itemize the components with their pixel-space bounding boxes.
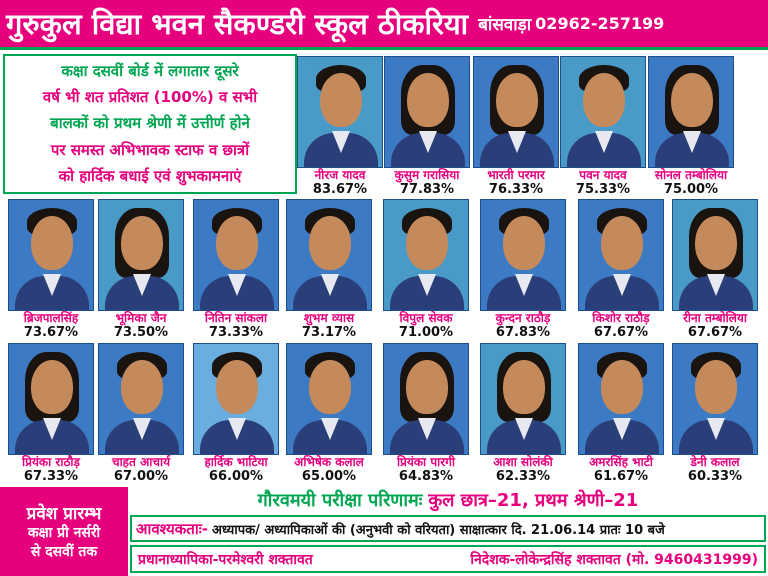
student-photo — [193, 199, 279, 311]
student-name: अमरसिंह भाटी — [589, 455, 653, 469]
student-photo — [480, 199, 566, 311]
admission-line: से दसवीं तक — [30, 544, 98, 560]
student-percent: 65.00% — [301, 469, 357, 484]
student-percent: 67.33% — [23, 469, 79, 484]
student-card — [672, 343, 758, 485]
student-photo — [578, 199, 664, 311]
congratulation-message — [3, 54, 297, 194]
student-photo — [286, 343, 372, 455]
student-card — [383, 199, 469, 341]
student-name: डेनी कलाल — [690, 455, 740, 469]
message-line: को हार्दिक बधाई एवं शुभकामनाएं — [58, 167, 242, 186]
student-photo — [383, 343, 469, 455]
student-name: ब्रिजपालसिंह — [23, 311, 79, 325]
message-line: वर्ष भी शत प्रतिशत (100%) व सभी — [42, 87, 258, 106]
student-percent: 67.83% — [495, 325, 551, 340]
student-card — [578, 343, 664, 485]
student-card — [672, 199, 758, 341]
student-photo — [383, 199, 469, 311]
student-card — [578, 199, 664, 341]
director-name: निदेशक-लोकेन्द्रसिंह शक्तावत (मो. 9460431999) — [470, 551, 758, 568]
student-photo — [98, 199, 184, 311]
student-card — [286, 199, 372, 341]
principal-name: प्रधानाध्यापिका-परमेश्वरी शक्तावत — [138, 551, 313, 568]
student-photo — [98, 343, 184, 455]
student-percent: 75.00% — [663, 182, 719, 197]
student-card — [8, 199, 94, 341]
student-card — [98, 199, 184, 341]
student-photo — [8, 343, 94, 455]
student-percent: 60.33% — [687, 469, 743, 484]
student-name: शुभम व्यास — [303, 311, 355, 325]
student-card — [648, 56, 734, 198]
student-card — [98, 343, 184, 485]
result-label: गौरवमयी परीक्षा परिणामः — [257, 490, 423, 511]
student-photo — [672, 343, 758, 455]
student-name: विपुल सेवक — [399, 311, 453, 325]
result-value: कुल छात्र–21, प्रथम श्रेणी–21 — [428, 490, 639, 511]
student-card — [480, 199, 566, 341]
student-name: प्रियंका राठौड़ — [22, 455, 80, 469]
student-percent: 61.67% — [593, 469, 649, 484]
student-photo — [480, 343, 566, 455]
school-phone: 02962-257199 — [535, 14, 665, 33]
message-line: पर समस्त अभिभावक स्टाफ व छात्रों — [50, 140, 250, 159]
student-photo — [672, 199, 758, 311]
student-name: कुन्दन राठौड़ — [495, 311, 551, 325]
student-percent: 73.50% — [113, 325, 169, 340]
student-name: प्रियंका पारगी — [396, 455, 456, 469]
admission-box — [0, 487, 128, 576]
vacancy-text: अध्यापक/ अध्यापिकाओं की (अनुभवी को वरियता) साक्षात्कार दि. 21.06.14 प्रातः 10 बजे — [211, 522, 665, 538]
header-banner — [0, 0, 768, 50]
student-percent: 73.33% — [208, 325, 264, 340]
student-percent: 77.83% — [399, 182, 455, 197]
student-photo — [384, 56, 470, 168]
student-photo — [578, 343, 664, 455]
student-name: आशा सोलंकी — [493, 455, 553, 469]
message-line: कक्षा दसवीं बोर्ड में लगातार दूसरे — [61, 61, 239, 80]
student-card — [560, 56, 646, 198]
school-name: गुरुकुल विद्या भवन सैकण्डरी स्कूल ठीकरिया — [6, 7, 469, 41]
student-photo — [8, 199, 94, 311]
student-percent: 67.67% — [687, 325, 743, 340]
student-photo — [648, 56, 734, 168]
student-card — [384, 56, 470, 198]
student-name: किशोर राठौड़ — [592, 311, 650, 325]
student-photo — [297, 56, 383, 168]
student-name: चाहत आचार्य — [111, 455, 171, 469]
vacancy-notice — [130, 515, 766, 542]
student-percent: 76.33% — [488, 182, 544, 197]
student-name: कुसुम गरासिया — [394, 168, 460, 182]
student-card — [480, 343, 566, 485]
student-percent: 73.17% — [301, 325, 357, 340]
message-line: बालकों को प्रथम श्रेणी में उत्तीर्ण होने — [50, 114, 250, 133]
student-percent: 75.33% — [575, 182, 631, 197]
vacancy-label: आवश्यकताः- — [136, 519, 208, 538]
student-name: हार्दिक भाटिया — [204, 455, 268, 469]
student-percent: 67.00% — [113, 469, 169, 484]
school-location: बांसवाड़ा — [478, 15, 532, 35]
student-percent: 62.33% — [495, 469, 551, 484]
student-percent: 71.00% — [398, 325, 454, 340]
student-card — [193, 343, 279, 485]
student-card — [297, 56, 383, 198]
footer-credits — [130, 545, 766, 573]
admission-line: कक्षा प्री नर्सरी — [27, 525, 101, 541]
student-photo — [193, 343, 279, 455]
admission-title: प्रवेश प्रारम्भ — [26, 504, 102, 524]
student-card — [193, 199, 279, 341]
student-name: नितिन सांकला — [204, 311, 268, 325]
student-name: सोनल तम्बोलिया — [654, 168, 728, 182]
student-name: भूमिका जैन — [115, 311, 167, 325]
student-photo — [286, 199, 372, 311]
student-percent: 73.67% — [23, 325, 79, 340]
student-percent: 66.00% — [208, 469, 264, 484]
student-card — [383, 343, 469, 485]
student-name: अभिषेक कलाल — [294, 455, 364, 469]
student-percent: 64.83% — [398, 469, 454, 484]
student-photo — [473, 56, 559, 168]
result-summary — [132, 488, 764, 512]
student-percent: 67.67% — [593, 325, 649, 340]
student-card — [286, 343, 372, 485]
student-name: पवन यादव — [579, 168, 627, 182]
student-card — [473, 56, 559, 198]
student-percent: 83.67% — [312, 182, 368, 197]
student-card — [8, 343, 94, 485]
student-name: नीरज यादव — [314, 168, 366, 182]
student-photo — [560, 56, 646, 168]
student-name: रीना तम्बोलिया — [683, 311, 747, 325]
student-name: भारती परमार — [487, 168, 545, 182]
